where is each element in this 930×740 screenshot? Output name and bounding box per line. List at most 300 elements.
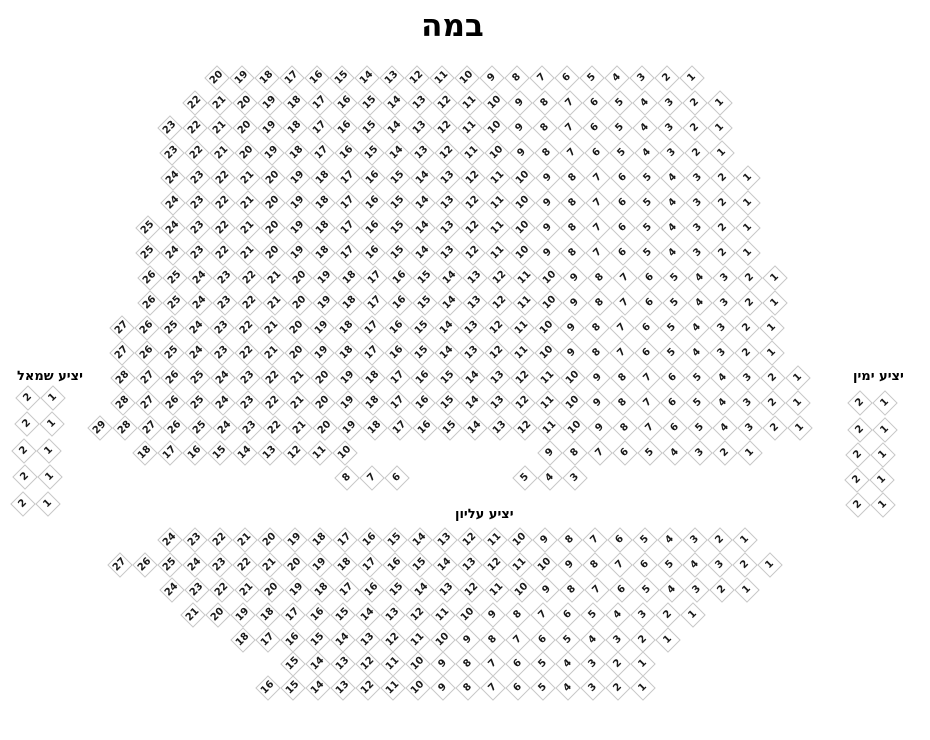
seat-main-row6-2[interactable]: 2 (710, 190, 735, 215)
seat-main-row12-16[interactable]: 16 (384, 340, 409, 365)
seat-main-row14-2[interactable]: 2 (760, 390, 785, 415)
seat-upper-balcony-row6-14[interactable]: 14 (305, 651, 330, 676)
seat-main-row12-13[interactable]: 13 (459, 340, 484, 365)
seat-main-row7-16[interactable]: 16 (360, 215, 385, 240)
seat-upper-balcony-row2-5[interactable]: 5 (657, 552, 682, 577)
seat-main-row13-24[interactable]: 24 (210, 365, 235, 390)
seat-upper-balcony-row4-2[interactable]: 2 (655, 602, 680, 627)
seat-upper-balcony-row4-5[interactable]: 5 (580, 602, 605, 627)
seat-main-row8-17[interactable]: 17 (335, 240, 360, 265)
seat-right-balcony-row5-1[interactable]: 1 (870, 492, 895, 517)
seat-main-row3-3[interactable]: 3 (657, 115, 682, 140)
seat-upper-balcony-row5-11[interactable]: 11 (405, 627, 430, 652)
seat-main-row5-22[interactable]: 22 (210, 165, 235, 190)
seat-main-row7-23[interactable]: 23 (185, 215, 210, 240)
seat-main-row5-15[interactable]: 15 (385, 165, 410, 190)
seat-main-row8-19[interactable]: 19 (285, 240, 310, 265)
seat-main-row10-3[interactable]: 3 (712, 290, 737, 315)
seat-upper-balcony-row7-13[interactable]: 13 (330, 675, 355, 700)
seat-main-row6-6[interactable]: 6 (610, 190, 635, 215)
seat-main-row6-21[interactable]: 21 (235, 190, 260, 215)
seat-main-row13-23[interactable]: 23 (235, 365, 260, 390)
seat-main-row15-16[interactable]: 16 (412, 415, 437, 440)
seat-right-balcony-row3-1[interactable]: 1 (870, 442, 895, 467)
seat-upper-balcony-row3-18[interactable]: 18 (309, 577, 334, 602)
seat-main-row13-20[interactable]: 20 (310, 365, 335, 390)
seat-main-row15-14[interactable]: 14 (462, 415, 487, 440)
seat-upper-balcony-row2-13[interactable]: 13 (457, 552, 482, 577)
seat-main-row8-8[interactable]: 8 (560, 240, 585, 265)
seat-right-balcony-row1-1[interactable]: 1 (872, 390, 897, 415)
seat-main-row4-5[interactable]: 5 (609, 140, 634, 165)
seat-main-row12-2[interactable]: 2 (734, 340, 759, 365)
seat-main-row14-28[interactable]: 28 (110, 390, 135, 415)
seat-main-row2-18[interactable]: 18 (282, 90, 307, 115)
seat-upper-balcony-row7-8[interactable]: 8 (455, 675, 480, 700)
seat-main-row13-12[interactable]: 12 (510, 365, 535, 390)
seat-main-row17-3[interactable]: 3 (562, 465, 587, 490)
seat-main-row14-13[interactable]: 13 (485, 390, 510, 415)
seat-main-row15-21[interactable]: 21 (287, 415, 312, 440)
seat-main-row12-24[interactable]: 24 (184, 340, 209, 365)
seat-upper-balcony-row1-7[interactable]: 7 (582, 527, 607, 552)
seat-upper-balcony-row3-15[interactable]: 15 (384, 577, 409, 602)
seat-main-row14-15[interactable]: 15 (435, 390, 460, 415)
seat-main-row6-11[interactable]: 11 (485, 190, 510, 215)
seat-main-row7-21[interactable]: 21 (235, 215, 260, 240)
seat-main-row13-11[interactable]: 11 (535, 365, 560, 390)
seat-main-row8-13[interactable]: 13 (435, 240, 460, 265)
seat-main-row5-8[interactable]: 8 (560, 165, 585, 190)
seat-main-row9-5[interactable]: 5 (662, 265, 687, 290)
seat-main-row2-12[interactable]: 12 (432, 90, 457, 115)
seat-main-row3-6[interactable]: 6 (582, 115, 607, 140)
seat-main-row6-23[interactable]: 23 (185, 190, 210, 215)
seat-main-row13-13[interactable]: 13 (485, 365, 510, 390)
seat-main-row6-20[interactable]: 20 (260, 190, 285, 215)
seat-main-row16-18[interactable]: 18 (132, 440, 157, 465)
seat-upper-balcony-row7-16[interactable]: 16 (255, 675, 280, 700)
seat-upper-balcony-row3-12[interactable]: 12 (459, 577, 484, 602)
seat-upper-balcony-row2-26[interactable]: 26 (132, 552, 157, 577)
seat-main-row7-7[interactable]: 7 (585, 215, 610, 240)
seat-main-row3-14[interactable]: 14 (382, 115, 407, 140)
seat-main-row10-25[interactable]: 25 (162, 290, 187, 315)
seat-main-row13-22[interactable]: 22 (260, 365, 285, 390)
seat-main-row2-5[interactable]: 5 (607, 90, 632, 115)
seat-upper-balcony-row2-15[interactable]: 15 (407, 552, 432, 577)
seat-upper-balcony-row3-19[interactable]: 19 (284, 577, 309, 602)
seat-upper-balcony-row2-2[interactable]: 2 (732, 552, 757, 577)
seat-main-row2-8[interactable]: 8 (532, 90, 557, 115)
seat-main-row3-9[interactable]: 9 (507, 115, 532, 140)
seat-upper-balcony-row6-5[interactable]: 5 (530, 651, 555, 676)
seat-upper-balcony-row7-3[interactable]: 3 (580, 675, 605, 700)
seat-main-row8-15[interactable]: 15 (385, 240, 410, 265)
seat-main-row15-5[interactable]: 5 (687, 415, 712, 440)
seat-main-row8-3[interactable]: 3 (685, 240, 710, 265)
seat-main-row4-7[interactable]: 7 (559, 140, 584, 165)
seat-main-row9-16[interactable]: 16 (387, 265, 412, 290)
seat-upper-balcony-row7-5[interactable]: 5 (530, 675, 555, 700)
seat-upper-balcony-row2-10[interactable]: 10 (532, 552, 557, 577)
seat-main-row9-14[interactable]: 14 (437, 265, 462, 290)
seat-left-balcony-row5-2[interactable]: 2 (10, 491, 35, 516)
seat-upper-balcony-row4-1[interactable]: 1 (680, 602, 705, 627)
seat-left-balcony-row2-1[interactable]: 1 (39, 411, 64, 436)
seat-main-row3-4[interactable]: 4 (632, 115, 657, 140)
seat-main-row1-19[interactable]: 19 (229, 65, 254, 90)
seat-main-row6-4[interactable]: 4 (660, 190, 685, 215)
seat-main-row14-3[interactable]: 3 (735, 390, 760, 415)
seat-main-row4-12[interactable]: 12 (434, 140, 459, 165)
seat-main-row6-3[interactable]: 3 (685, 190, 710, 215)
seat-main-row16-4[interactable]: 4 (662, 440, 687, 465)
seat-upper-balcony-row3-17[interactable]: 17 (334, 577, 359, 602)
seat-main-row13-4[interactable]: 4 (710, 365, 735, 390)
seat-main-row11-2[interactable]: 2 (734, 315, 759, 340)
seat-main-row2-9[interactable]: 9 (507, 90, 532, 115)
seat-left-balcony-row1-2[interactable]: 2 (15, 385, 40, 410)
seat-main-row9-2[interactable]: 2 (737, 265, 762, 290)
seat-upper-balcony-row5-6[interactable]: 6 (530, 627, 555, 652)
seat-main-row10-11[interactable]: 11 (512, 290, 537, 315)
seat-main-row4-21[interactable]: 21 (209, 140, 234, 165)
seat-main-row7-22[interactable]: 22 (210, 215, 235, 240)
seat-main-row10-1[interactable]: 1 (762, 290, 787, 315)
seat-main-row11-21[interactable]: 21 (259, 315, 284, 340)
seat-upper-balcony-row2-1[interactable]: 1 (757, 552, 782, 577)
seat-main-row12-27[interactable]: 27 (109, 340, 134, 365)
seat-main-row7-25[interactable]: 25 (135, 215, 160, 240)
seat-main-row4-8[interactable]: 8 (534, 140, 559, 165)
seat-main-row2-21[interactable]: 21 (207, 90, 232, 115)
seat-main-row2-2[interactable]: 2 (682, 90, 707, 115)
seat-main-row11-3[interactable]: 3 (709, 315, 734, 340)
seat-left-balcony-row3-2[interactable]: 2 (11, 438, 36, 463)
seat-main-row13-5[interactable]: 5 (685, 365, 710, 390)
seat-upper-balcony-row5-12[interactable]: 12 (380, 627, 405, 652)
seat-main-row9-3[interactable]: 3 (712, 265, 737, 290)
seat-main-row8-6[interactable]: 6 (610, 240, 635, 265)
seat-upper-balcony-row4-13[interactable]: 13 (380, 602, 405, 627)
seat-main-row4-4[interactable]: 4 (634, 140, 659, 165)
seat-upper-balcony-row3-20[interactable]: 20 (259, 577, 284, 602)
seat-main-row9-22[interactable]: 22 (237, 265, 262, 290)
seat-upper-balcony-row5-17[interactable]: 17 (255, 627, 280, 652)
seat-main-row9-20[interactable]: 20 (287, 265, 312, 290)
seat-upper-balcony-row6-9[interactable]: 9 (430, 651, 455, 676)
seat-main-row2-13[interactable]: 13 (407, 90, 432, 115)
seat-main-row3-18[interactable]: 18 (282, 115, 307, 140)
seat-main-row5-21[interactable]: 21 (235, 165, 260, 190)
seat-main-row5-3[interactable]: 3 (685, 165, 710, 190)
seat-upper-balcony-row6-11[interactable]: 11 (380, 651, 405, 676)
seat-main-row6-5[interactable]: 5 (635, 190, 660, 215)
seat-main-row7-8[interactable]: 8 (560, 215, 585, 240)
seat-upper-balcony-row4-6[interactable]: 6 (555, 602, 580, 627)
seat-main-row9-11[interactable]: 11 (512, 265, 537, 290)
seat-main-row7-20[interactable]: 20 (260, 215, 285, 240)
seat-main-row14-11[interactable]: 11 (535, 390, 560, 415)
seat-upper-balcony-row3-22[interactable]: 22 (209, 577, 234, 602)
seat-upper-balcony-row1-23[interactable]: 23 (182, 527, 207, 552)
seat-main-row7-2[interactable]: 2 (710, 215, 735, 240)
seat-main-row2-17[interactable]: 17 (307, 90, 332, 115)
seat-main-row13-26[interactable]: 26 (160, 365, 185, 390)
seat-main-row1-10[interactable]: 10 (454, 65, 479, 90)
seat-main-row9-26[interactable]: 26 (137, 265, 162, 290)
seat-left-balcony-row3-1[interactable]: 1 (36, 438, 61, 463)
seat-upper-balcony-row5-8[interactable]: 8 (480, 627, 505, 652)
seat-main-row7-4[interactable]: 4 (660, 215, 685, 240)
seat-main-row17-6[interactable]: 6 (384, 465, 409, 490)
seat-main-row11-24[interactable]: 24 (184, 315, 209, 340)
seat-main-row10-26[interactable]: 26 (137, 290, 162, 315)
seat-main-row7-6[interactable]: 6 (610, 215, 635, 240)
seat-main-row4-11[interactable]: 11 (459, 140, 484, 165)
seat-upper-balcony-row5-4[interactable]: 4 (580, 627, 605, 652)
seat-main-row10-10[interactable]: 10 (537, 290, 562, 315)
seat-main-row12-11[interactable]: 11 (509, 340, 534, 365)
seat-right-balcony-row2-1[interactable]: 1 (872, 417, 897, 442)
seat-upper-balcony-row3-6[interactable]: 6 (609, 577, 634, 602)
seat-upper-balcony-row2-27[interactable]: 27 (107, 552, 132, 577)
seat-main-row11-20[interactable]: 20 (284, 315, 309, 340)
seat-main-row7-11[interactable]: 11 (485, 215, 510, 240)
seat-main-row15-18[interactable]: 18 (362, 415, 387, 440)
seat-upper-balcony-row3-7[interactable]: 7 (584, 577, 609, 602)
seat-main-row13-14[interactable]: 14 (460, 365, 485, 390)
seat-upper-balcony-row1-8[interactable]: 8 (557, 527, 582, 552)
seat-upper-balcony-row1-17[interactable]: 17 (332, 527, 357, 552)
seat-main-row9-21[interactable]: 21 (262, 265, 287, 290)
seat-main-row5-14[interactable]: 14 (410, 165, 435, 190)
seat-main-row10-18[interactable]: 18 (337, 290, 362, 315)
seat-main-row13-3[interactable]: 3 (735, 365, 760, 390)
seat-main-row4-2[interactable]: 2 (684, 140, 709, 165)
seat-main-row9-19[interactable]: 19 (312, 265, 337, 290)
seat-main-row16-2[interactable]: 2 (712, 440, 737, 465)
seat-main-row4-3[interactable]: 3 (659, 140, 684, 165)
seat-upper-balcony-row6-7[interactable]: 7 (480, 651, 505, 676)
seat-main-row2-4[interactable]: 4 (632, 90, 657, 115)
seat-main-row8-12[interactable]: 12 (460, 240, 485, 265)
seat-main-row5-19[interactable]: 19 (285, 165, 310, 190)
seat-main-row4-13[interactable]: 13 (409, 140, 434, 165)
seat-upper-balcony-row4-4[interactable]: 4 (605, 602, 630, 627)
seat-main-row14-20[interactable]: 20 (310, 390, 335, 415)
seat-main-row2-16[interactable]: 16 (332, 90, 357, 115)
seat-upper-balcony-row6-4[interactable]: 4 (555, 651, 580, 676)
seat-main-row14-12[interactable]: 12 (510, 390, 535, 415)
seat-upper-balcony-row1-19[interactable]: 19 (282, 527, 307, 552)
seat-main-row3-11[interactable]: 11 (457, 115, 482, 140)
seat-main-row14-9[interactable]: 9 (585, 390, 610, 415)
seat-main-row7-3[interactable]: 3 (685, 215, 710, 240)
seat-main-row3-19[interactable]: 19 (257, 115, 282, 140)
seat-main-row15-13[interactable]: 13 (487, 415, 512, 440)
seat-upper-balcony-row4-16[interactable]: 16 (305, 602, 330, 627)
seat-upper-balcony-row1-3[interactable]: 3 (682, 527, 707, 552)
seat-upper-balcony-row2-23[interactable]: 23 (207, 552, 232, 577)
seat-upper-balcony-row4-15[interactable]: 15 (330, 602, 355, 627)
seat-main-row5-11[interactable]: 11 (485, 165, 510, 190)
seat-main-row15-8[interactable]: 8 (612, 415, 637, 440)
seat-main-row7-1[interactable]: 1 (735, 215, 760, 240)
seat-main-row13-27[interactable]: 27 (135, 365, 160, 390)
seat-main-row14-5[interactable]: 5 (685, 390, 710, 415)
seat-upper-balcony-row2-12[interactable]: 12 (482, 552, 507, 577)
seat-upper-balcony-row2-18[interactable]: 18 (332, 552, 357, 577)
seat-upper-balcony-row4-21[interactable]: 21 (180, 602, 205, 627)
seat-main-row13-28[interactable]: 28 (110, 365, 135, 390)
seat-main-row6-17[interactable]: 17 (335, 190, 360, 215)
seat-main-row12-6[interactable]: 6 (634, 340, 659, 365)
seat-main-row5-6[interactable]: 6 (610, 165, 635, 190)
seat-main-row11-23[interactable]: 23 (209, 315, 234, 340)
seat-upper-balcony-row4-10[interactable]: 10 (455, 602, 480, 627)
seat-main-row8-5[interactable]: 5 (635, 240, 660, 265)
seat-main-row4-22[interactable]: 22 (184, 140, 209, 165)
seat-upper-balcony-row5-3[interactable]: 3 (605, 627, 630, 652)
seat-main-row9-17[interactable]: 17 (362, 265, 387, 290)
seat-main-row11-7[interactable]: 7 (609, 315, 634, 340)
seat-main-row7-14[interactable]: 14 (410, 215, 435, 240)
seat-upper-balcony-row5-18[interactable]: 18 (230, 627, 255, 652)
seat-upper-balcony-row3-21[interactable]: 21 (234, 577, 259, 602)
seat-main-row1-14[interactable]: 14 (354, 65, 379, 90)
seat-main-row14-26[interactable]: 26 (160, 390, 185, 415)
seat-upper-balcony-row3-16[interactable]: 16 (359, 577, 384, 602)
seat-main-row10-5[interactable]: 5 (662, 290, 687, 315)
seat-upper-balcony-row3-24[interactable]: 24 (159, 577, 184, 602)
seat-main-row2-20[interactable]: 20 (232, 90, 257, 115)
seat-main-row3-2[interactable]: 2 (682, 115, 707, 140)
seat-main-row15-4[interactable]: 4 (712, 415, 737, 440)
seat-upper-balcony-row5-10[interactable]: 10 (430, 627, 455, 652)
seat-upper-balcony-row5-5[interactable]: 5 (555, 627, 580, 652)
seat-main-row5-4[interactable]: 4 (660, 165, 685, 190)
seat-upper-balcony-row6-15[interactable]: 15 (280, 651, 305, 676)
seat-main-row8-16[interactable]: 16 (360, 240, 385, 265)
seat-upper-balcony-row1-11[interactable]: 11 (482, 527, 507, 552)
seat-upper-balcony-row7-6[interactable]: 6 (505, 675, 530, 700)
seat-upper-balcony-row7-9[interactable]: 9 (430, 675, 455, 700)
seat-main-row11-13[interactable]: 13 (459, 315, 484, 340)
seat-main-row4-17[interactable]: 17 (309, 140, 334, 165)
seat-main-row6-8[interactable]: 8 (560, 190, 585, 215)
seat-main-row12-14[interactable]: 14 (434, 340, 459, 365)
seat-main-row10-21[interactable]: 21 (262, 290, 287, 315)
seat-main-row11-27[interactable]: 27 (109, 315, 134, 340)
seat-main-row2-7[interactable]: 7 (557, 90, 582, 115)
seat-main-row13-10[interactable]: 10 (560, 365, 585, 390)
seat-main-row10-20[interactable]: 20 (287, 290, 312, 315)
seat-main-row5-9[interactable]: 9 (535, 165, 560, 190)
seat-main-row9-23[interactable]: 23 (212, 265, 237, 290)
seat-main-row13-9[interactable]: 9 (585, 365, 610, 390)
seat-upper-balcony-row6-13[interactable]: 13 (330, 651, 355, 676)
seat-main-row8-25[interactable]: 25 (135, 240, 160, 265)
seat-main-row1-18[interactable]: 18 (254, 65, 279, 90)
seat-upper-balcony-row1-15[interactable]: 15 (382, 527, 407, 552)
seat-main-row7-9[interactable]: 9 (535, 215, 560, 240)
seat-main-row2-15[interactable]: 15 (357, 90, 382, 115)
seat-upper-balcony-row1-22[interactable]: 22 (207, 527, 232, 552)
seat-upper-balcony-row3-10[interactable]: 10 (509, 577, 534, 602)
seat-upper-balcony-row7-12[interactable]: 12 (355, 675, 380, 700)
seat-main-row9-25[interactable]: 25 (162, 265, 187, 290)
seat-main-row11-16[interactable]: 16 (384, 315, 409, 340)
seat-main-row10-19[interactable]: 19 (312, 290, 337, 315)
seat-main-row15-1[interactable]: 1 (787, 415, 812, 440)
seat-main-row1-16[interactable]: 16 (304, 65, 329, 90)
seat-main-row14-23[interactable]: 23 (235, 390, 260, 415)
seat-main-row12-7[interactable]: 7 (609, 340, 634, 365)
seat-upper-balcony-row5-1[interactable]: 1 (655, 627, 680, 652)
seat-main-row13-17[interactable]: 17 (385, 365, 410, 390)
seat-upper-balcony-row2-9[interactable]: 9 (557, 552, 582, 577)
seat-main-row10-12[interactable]: 12 (487, 290, 512, 315)
seat-upper-balcony-row2-7[interactable]: 7 (607, 552, 632, 577)
seat-upper-balcony-row4-19[interactable]: 19 (230, 602, 255, 627)
seat-main-row16-13[interactable]: 13 (257, 440, 282, 465)
seat-right-balcony-row2-2[interactable]: 2 (847, 417, 872, 442)
seat-main-row14-25[interactable]: 25 (185, 390, 210, 415)
seat-main-row13-2[interactable]: 2 (760, 365, 785, 390)
seat-main-row4-14[interactable]: 14 (384, 140, 409, 165)
seat-upper-balcony-row7-7[interactable]: 7 (480, 675, 505, 700)
seat-main-row4-19[interactable]: 19 (259, 140, 284, 165)
seat-main-row15-10[interactable]: 10 (562, 415, 587, 440)
seat-main-row6-10[interactable]: 10 (510, 190, 535, 215)
seat-main-row12-5[interactable]: 5 (659, 340, 684, 365)
seat-main-row1-9[interactable]: 9 (479, 65, 504, 90)
seat-main-row12-18[interactable]: 18 (334, 340, 359, 365)
seat-upper-balcony-row1-18[interactable]: 18 (307, 527, 332, 552)
seat-main-row12-15[interactable]: 15 (409, 340, 434, 365)
seat-main-row15-15[interactable]: 15 (437, 415, 462, 440)
seat-main-row6-1[interactable]: 1 (735, 190, 760, 215)
seat-upper-balcony-row6-8[interactable]: 8 (455, 651, 480, 676)
seat-upper-balcony-row2-16[interactable]: 16 (382, 552, 407, 577)
seat-upper-balcony-row4-8[interactable]: 8 (505, 602, 530, 627)
seat-main-row10-23[interactable]: 23 (212, 290, 237, 315)
seat-right-balcony-row5-2[interactable]: 2 (845, 492, 870, 517)
seat-upper-balcony-row4-14[interactable]: 14 (355, 602, 380, 627)
seat-main-row7-19[interactable]: 19 (285, 215, 310, 240)
seat-main-row7-10[interactable]: 10 (510, 215, 535, 240)
seat-main-row7-13[interactable]: 13 (435, 215, 460, 240)
seat-upper-balcony-row5-15[interactable]: 15 (305, 627, 330, 652)
seat-main-row5-12[interactable]: 12 (460, 165, 485, 190)
seat-main-row3-17[interactable]: 17 (307, 115, 332, 140)
seat-upper-balcony-row3-4[interactable]: 4 (659, 577, 684, 602)
seat-main-row2-6[interactable]: 6 (582, 90, 607, 115)
seat-main-row12-9[interactable]: 9 (559, 340, 584, 365)
seat-main-row12-21[interactable]: 21 (259, 340, 284, 365)
seat-upper-balcony-row1-9[interactable]: 9 (532, 527, 557, 552)
seat-upper-balcony-row3-9[interactable]: 9 (534, 577, 559, 602)
seat-main-row2-22[interactable]: 22 (182, 90, 207, 115)
seat-main-row1-15[interactable]: 15 (329, 65, 354, 90)
seat-main-row3-22[interactable]: 22 (182, 115, 207, 140)
seat-main-row9-7[interactable]: 7 (612, 265, 637, 290)
seat-main-row15-20[interactable]: 20 (312, 415, 337, 440)
seat-main-row14-22[interactable]: 22 (260, 390, 285, 415)
seat-upper-balcony-row3-2[interactable]: 2 (709, 577, 734, 602)
